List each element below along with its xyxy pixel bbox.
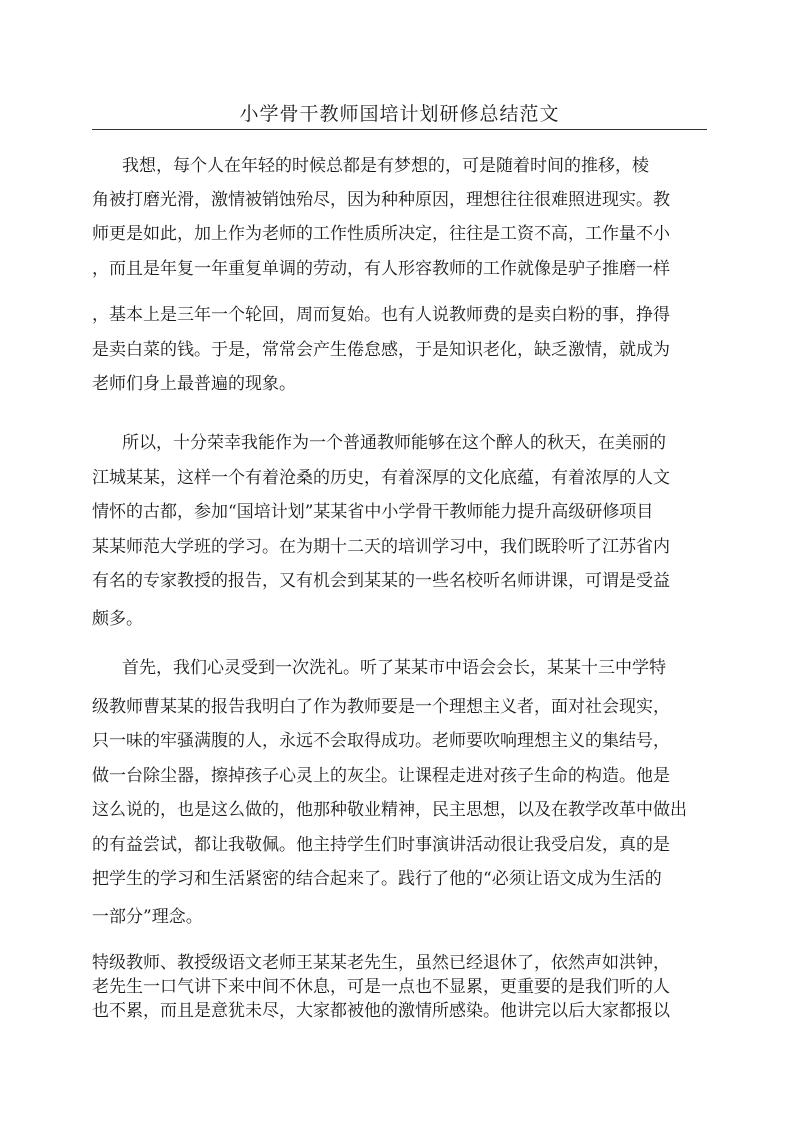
paragraph-2-line-6: 颇多。 xyxy=(92,609,143,629)
paragraph-3-line-8: 一部分”理念。 xyxy=(92,907,203,927)
paragraph-2-line-3: 情怀的古都，参加“国培计划”某某省中小学骨干教师能力提升高级研修项目 xyxy=(92,502,654,522)
paragraph-2-line-5: 有名的专家教授的报告，又有机会到某某的一些名校听名师讲课，可谓是受益 xyxy=(92,571,670,591)
paragraph-1-line-7: 老师们身上最普遍的现象。 xyxy=(92,374,296,394)
paragraph-2-line-4: 某某师范大学班的学习。在为期十二天的培训学习中，我们既聆听了江苏省内 xyxy=(92,537,670,557)
paragraph-1-line-2: 角被打磨光滑，激情被销蚀殆尽，因为种种原因，理想往往很难照进现实。教 xyxy=(92,190,670,210)
paragraph-1-line-5: ，基本上是三年一个轮回，周而复始。也有人说教师费的是卖白粉的事，挣得 xyxy=(92,305,670,325)
paragraph-4-line-2: 老先生一口气讲下来中间不休息，可是一点也不显累，更重要的是我们听的人 xyxy=(92,977,670,997)
paragraph-3-line-4: 做一台除尘器，擦掉孩子心灵上的灰尘。让课程走进对孩子生命的构造。他是 xyxy=(92,766,670,786)
paragraph-1-line-4: ，而且是年复一年重复单调的劳动，有人形容教师的工作就像是驴子推磨一样 xyxy=(92,259,670,279)
paragraph-4-line-1: 特级教师、教授级语文老师王某某老先生，虽然已经退休了，依然声如洪钟， xyxy=(92,953,670,973)
paragraph-1-line-3: 师更是如此，加上作为老师的工作性质所决定，往往是工资不高，工作量不小 xyxy=(92,224,670,244)
paragraph-1-line-1: 我想，每个人在年轻的时候总都是有梦想的，可是随着时间的推移，棱 xyxy=(122,156,649,176)
title-underline xyxy=(92,129,707,130)
paragraph-2-line-1: 所以，十分荣幸我能作为一个普通教师能够在这个醉人的秋天，在美丽的 xyxy=(122,433,666,453)
paragraph-3-line-3: 只一味的牢骚满腹的人，永远不会取得成功。老师要吹响理想主义的集结号， xyxy=(92,731,670,751)
paragraph-3-line-1: 首先，我们心灵受到一次洗礼。听了某某市中语会会长，某某十三中学特 xyxy=(122,658,666,678)
paragraph-1-line-6: 是卖白菜的钱。于是，常常会产生倦怠感，于是知识老化，缺乏激情，就成为 xyxy=(92,340,670,360)
paragraph-3-line-2: 级教师曹某某的报告我明白了作为教师要是一个理想主义者，面对社会现实， xyxy=(92,697,670,717)
paragraph-3-line-5: 这么说的，也是这么做的，他那种敬业精神，民主思想，以及在教学改革中做出 xyxy=(92,800,687,820)
paragraph-4-line-3: 也不累，而且是意犹未尽，大家都被他的激情所感染。他讲完以后大家都报以 xyxy=(92,1001,670,1021)
paragraph-3-line-7: 把学生的学习和生活紧密的结合起来了。践行了他的“必须让语文成为生活的 xyxy=(92,869,662,889)
paragraph-2-line-2: 江城某某，这样一个有着沧桑的历史，有着深厚的文化底蕴，有着浓厚的人文 xyxy=(92,468,670,488)
paragraph-3-line-6: 的有益尝试，都让我敬佩。他主持学生们时事演讲活动很让我受启发，真的是 xyxy=(92,835,670,855)
document-title: 小学骨干教师国培计划研修总结范文 xyxy=(239,103,560,125)
